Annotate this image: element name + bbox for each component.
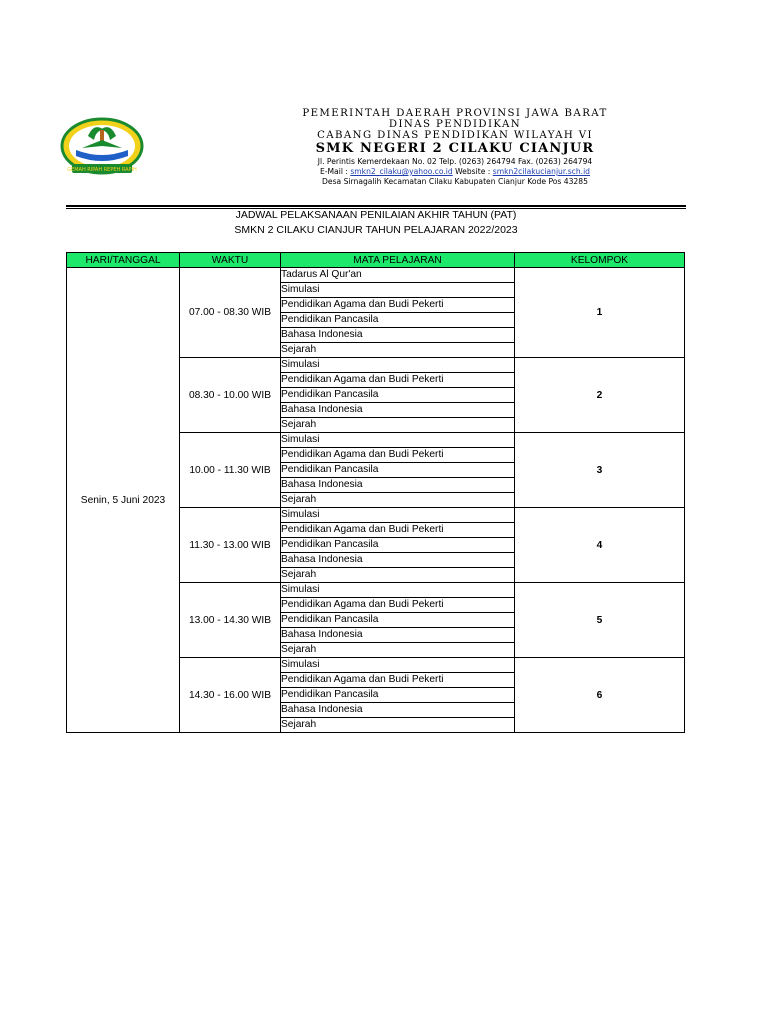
group-cell: 3 [515,433,685,508]
government-name: PEMERINTAH DAERAH PROVINSI JAWA BARAT [302,108,608,119]
header-subject: MATA PELAJARAN [281,253,515,268]
day-cell: Senin, 5 Juni 2023 [67,268,180,733]
subject-cell: Simulasi [281,283,515,298]
letterhead-divider-thick [66,205,686,207]
time-cell: 08.30 - 10.00 WIB [180,358,281,433]
schedule-body [67,268,685,733]
subject-cell: Simulasi [281,433,515,448]
subject-cell: Bahasa Indonesia [281,328,515,343]
subject-cell: Pendidikan Agama dan Budi Pekerti [281,598,515,613]
subject-cell: Sejarah [281,493,515,508]
subject-cell: Pendidikan Pancasila [281,388,515,403]
subject-cell: Simulasi [281,358,515,373]
table-row [67,268,685,283]
group-cell: 4 [515,508,685,583]
village-address: Desa Sirnagalih Kecamatan Cilaku Kabupaten Cianjur Kode Pos 43285 [322,177,588,186]
school-address: Jl. Perintis Kemerdekaan No. 02 Telp. (0263) 264794 Fax. (0263) 264794 [317,157,593,166]
subject-cell: Bahasa Indonesia [281,403,515,418]
subject-cell: Sejarah [281,418,515,433]
header-time: WAKTU [180,253,281,268]
time-cell: 13.00 - 14.30 WIB [180,583,281,658]
letterhead [60,108,690,200]
letterhead-text [240,108,670,187]
subject-cell: Bahasa Indonesia [281,703,515,718]
email-label: E-Mail : [319,167,351,176]
group-cell: 6 [515,658,685,733]
subject-cell: Sejarah [281,343,515,358]
subject-cell: Bahasa Indonesia [281,553,515,568]
website-link[interactable]: smkn2cilakucianjur.sch.id [492,167,591,176]
time-cell: 07.00 - 08.30 WIB [180,268,281,358]
school-name: SMK NEGERI 2 CILAKU CIANJUR [315,141,595,156]
email-link[interactable]: smkn2_cilaku@yahoo.co.id [350,167,453,176]
subject-cell: Pendidikan Pancasila [281,313,515,328]
subject-cell: Pendidikan Pancasila [281,688,515,703]
group-cell: 5 [515,583,685,658]
subject-cell: Pendidikan Agama dan Budi Pekerti [281,448,515,463]
subject-cell: Simulasi [281,508,515,523]
subject-cell: Bahasa Indonesia [281,628,515,643]
document-title: JADWAL PELAKSANAAN PENILAIAN AKHIR TAHUN (PAT) [235,209,517,221]
table-header-row [67,253,685,268]
group-cell: 2 [515,358,685,433]
contact-line [240,167,670,177]
subject-cell: Tadarus Al Qur'an [281,268,515,283]
group-cell: 1 [515,268,685,358]
header-day: HARI/TANGGAL [67,253,180,268]
subject-cell: Pendidikan Agama dan Budi Pekerti [281,373,515,388]
time-cell: 11.30 - 13.00 WIB [180,508,281,583]
west-java-emblem-icon [60,116,144,180]
department-name: DINAS PENDIDIKAN [388,119,522,130]
subject-cell: Simulasi [281,658,515,673]
subject-cell: Pendidikan Agama dan Budi Pekerti [281,298,515,313]
time-cell: 14.30 - 16.00 WIB [180,658,281,733]
subject-cell: Sejarah [281,643,515,658]
logo-motto: GEMAH RIPAH REPEH RAPIH [67,167,137,173]
subject-cell: Simulasi [281,583,515,598]
subject-cell: Pendidikan Pancasila [281,463,515,478]
subject-cell: Pendidikan Pancasila [281,613,515,628]
branch-name: CABANG DINAS PENDIDIKAN WILAYAH VI [317,130,593,141]
subject-cell: Sejarah [281,568,515,583]
subject-cell: Sejarah [281,718,515,733]
header-group: KELOMPOK [515,253,685,268]
document-subtitle: SMKN 2 CILAKU CIANJUR TAHUN PELAJARAN 2022/2023 [234,224,518,236]
subject-cell: Pendidikan Agama dan Budi Pekerti [281,673,515,688]
subject-cell: Pendidikan Pancasila [281,538,515,553]
subject-cell: Bahasa Indonesia [281,478,515,493]
exam-schedule-table [66,252,685,733]
subject-cell: Pendidikan Agama dan Budi Pekerti [281,523,515,538]
time-cell: 10.00 - 11.30 WIB [180,433,281,508]
website-label: Website : [452,167,493,176]
